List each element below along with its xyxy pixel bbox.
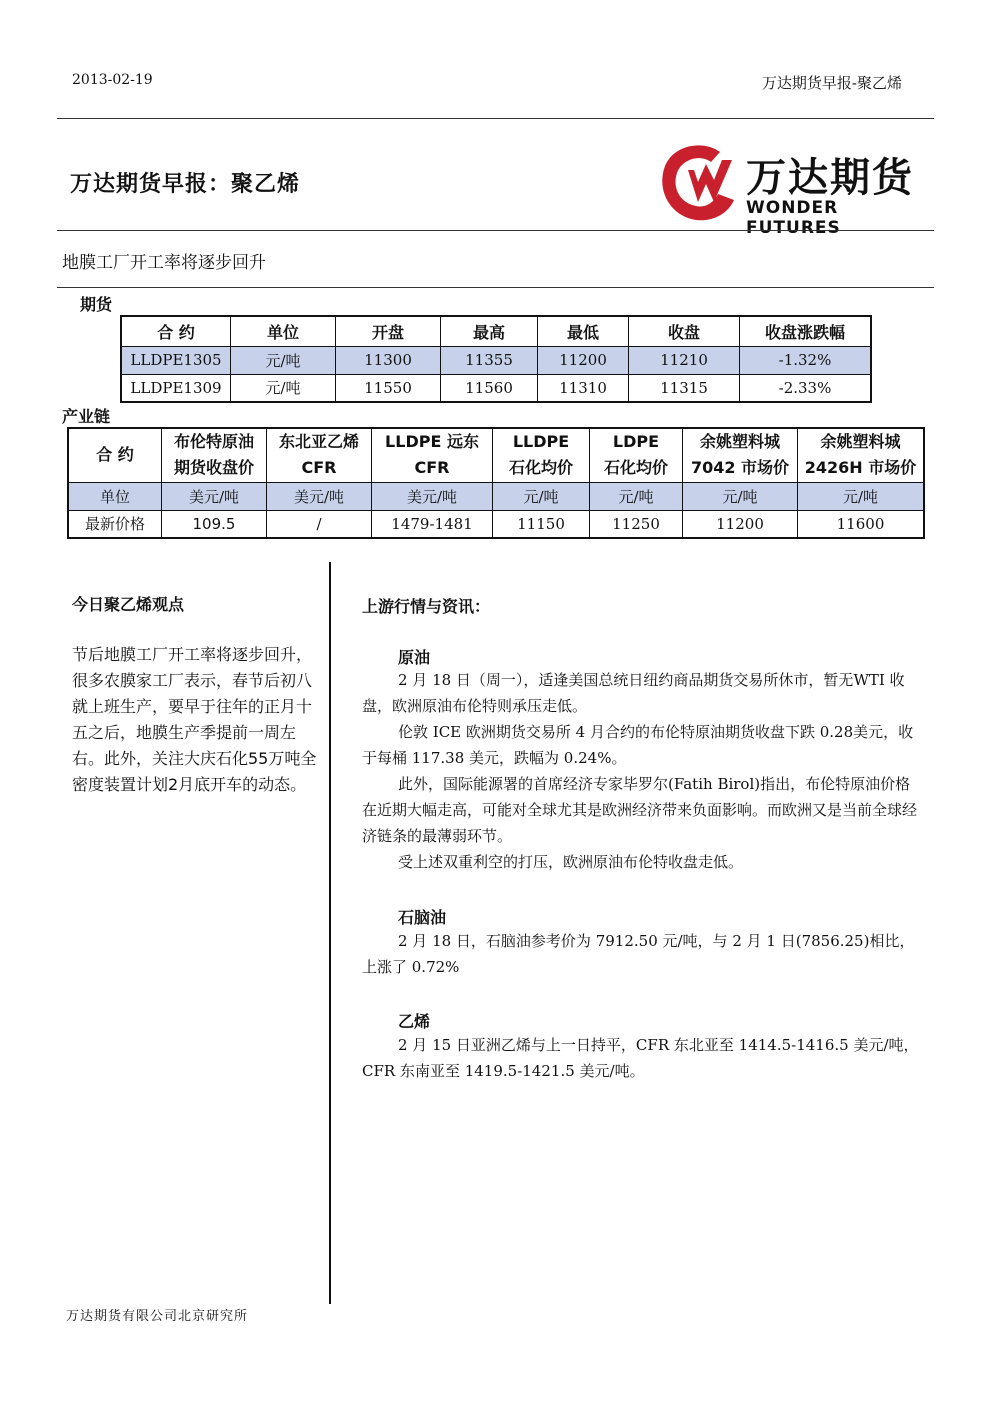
cell: 单位 — [68, 482, 162, 510]
chain-col-brent: 布伦特原油 期货收盘价 — [162, 428, 267, 482]
crude-para-4: 受上述双重利空的打压，欧洲原油布伦特收盘走低。 — [398, 853, 744, 871]
page-title: 万达期货早报：聚乙烯 — [70, 172, 301, 197]
cell: 元/吨 — [590, 482, 683, 510]
futures-table — [120, 315, 872, 403]
cell: 美元/吨 — [162, 482, 267, 510]
cell: LLDPE1309 — [121, 374, 231, 402]
cell: 11600 — [798, 510, 925, 538]
cell: 109.5 — [162, 510, 267, 538]
cell: 元/吨 — [493, 482, 590, 510]
footer-org: 万达期货有限公司北京研究所 — [66, 1309, 249, 1324]
futures-header-row — [121, 316, 871, 346]
col-contract: 合 约 — [121, 316, 231, 346]
naphtha-section — [362, 928, 922, 980]
ethylene-title: 乙烯 — [398, 1012, 431, 1031]
cell: 元/吨 — [231, 346, 336, 374]
cell: 美元/吨 — [267, 482, 372, 510]
chain-col-contract: 合 约 — [68, 428, 162, 482]
company-logo — [658, 140, 938, 238]
cell: LLDPE1305 — [121, 346, 231, 374]
wonder-logo-icon — [658, 140, 740, 224]
cell: 元/吨 — [798, 482, 925, 510]
cell: -2.33% — [740, 374, 872, 402]
ethylene-para-1: 2 月 15 日亚洲乙烯与上一日持平，CFR 东北亚至 1414.5-1416.5 美元/吨，CFR 东南亚至 1419.5-1421.5 美元/吨。 — [362, 1036, 919, 1080]
crude-para-3: 此外，国际能源署的首席经济专家毕罗尔(Fatih Birol)指出，布伦特原油价格在近期大幅走高，可能对全球尤其是欧洲经济带来负面影响。而欧洲又是当前全球经济链条的最薄弱环节。 — [362, 775, 918, 845]
crude-para-2: 伦敦 ICE 欧洲期货交易所 4 月合约的布伦特原油期货收盘下跌 0.28美元，收于每桶 117.38 美元，跌幅为 0.24%。 — [362, 723, 914, 767]
naphtha-title: 石脑油 — [398, 908, 447, 927]
cell: 11210 — [629, 346, 740, 374]
col-change: 收盘涨跌幅 — [740, 316, 872, 346]
cell: 11315 — [629, 374, 740, 402]
col-open: 开盘 — [336, 316, 441, 346]
cell: 11250 — [590, 510, 683, 538]
table-row — [68, 482, 924, 510]
right-heading: 上游行情与资讯： — [362, 597, 491, 616]
cell: 元/吨 — [231, 374, 336, 402]
logo-en-text: WONDER FUTURES — [746, 198, 841, 238]
column-divider — [329, 562, 331, 1304]
futures-label: 期货 — [80, 295, 113, 314]
cell: 美元/吨 — [372, 482, 493, 510]
cell: 11200 — [538, 346, 629, 374]
crude-section — [362, 667, 922, 875]
col-unit: 单位 — [231, 316, 336, 346]
chain-table — [67, 427, 925, 539]
chain-col-ldpe: LDPE 石化均价 — [590, 428, 683, 482]
cell: 11310 — [538, 374, 629, 402]
cell: 11200 — [683, 510, 798, 538]
cell: 11355 — [441, 346, 538, 374]
chain-col-ethylene: 东北亚乙烯 CFR — [267, 428, 372, 482]
left-body: 节后地膜工厂开工率将逐步回升，很多农膜家工厂表示，春节后初八就上班生产，要早于往年的正月十五之后，地膜生产季提前一周左右。此外，关注大庆石化55万吨全密度装置计划2月底开车的动态。 — [72, 645, 317, 794]
cell: 最新价格 — [68, 510, 162, 538]
report-date: 2013-02-19 — [72, 72, 153, 88]
cell: 1479-1481 — [372, 510, 493, 538]
table-row — [68, 510, 924, 538]
chain-col-lldpe: LLDPE 石化均价 — [493, 428, 590, 482]
header-title: 万达期货早报-聚乙烯 — [761, 74, 902, 92]
header-rule — [57, 118, 934, 119]
naphtha-para-1: 2 月 18 日，石脑油参考价为 7912.50 元/吨，与 2 月 1 日(7856.25)相比，上涨了 0.72% — [362, 932, 915, 976]
logo-cn-text: 万达期货 — [746, 155, 914, 201]
ethylene-section — [362, 1032, 922, 1084]
title-rule — [57, 230, 934, 231]
cell: / — [267, 510, 372, 538]
cell: -1.32% — [740, 346, 872, 374]
crude-para-1: 2 月 18 日（周一），适逢美国总统日纽约商品期货交易所休市，暂无WTI 收盘，欧洲原油布伦特则承压走低。 — [362, 671, 905, 715]
cell: 11550 — [336, 374, 441, 402]
table-row — [121, 374, 871, 402]
col-close: 收盘 — [629, 316, 740, 346]
chain-col-lldpe-cfr: LLDPE 远东 CFR — [372, 428, 493, 482]
cell: 元/吨 — [683, 482, 798, 510]
col-high: 最高 — [441, 316, 538, 346]
cell: 11300 — [336, 346, 441, 374]
chain-label: 产业链 — [62, 407, 111, 426]
chain-col-yuyao-7042: 余姚塑料城 7042 市场价 — [683, 428, 798, 482]
col-low: 最低 — [538, 316, 629, 346]
chain-col-yuyao-2426h: 余姚塑料城 2426H 市场价 — [798, 428, 925, 482]
cell: 11150 — [493, 510, 590, 538]
left-heading: 今日聚乙烯观点 — [72, 595, 185, 614]
crude-title: 原油 — [398, 648, 431, 667]
cell: 11560 — [441, 374, 538, 402]
subtitle-rule — [57, 287, 934, 288]
report-subtitle: 地膜工厂开工率将逐步回升 — [62, 253, 266, 273]
chain-header-row — [68, 428, 924, 482]
table-row — [121, 346, 871, 374]
